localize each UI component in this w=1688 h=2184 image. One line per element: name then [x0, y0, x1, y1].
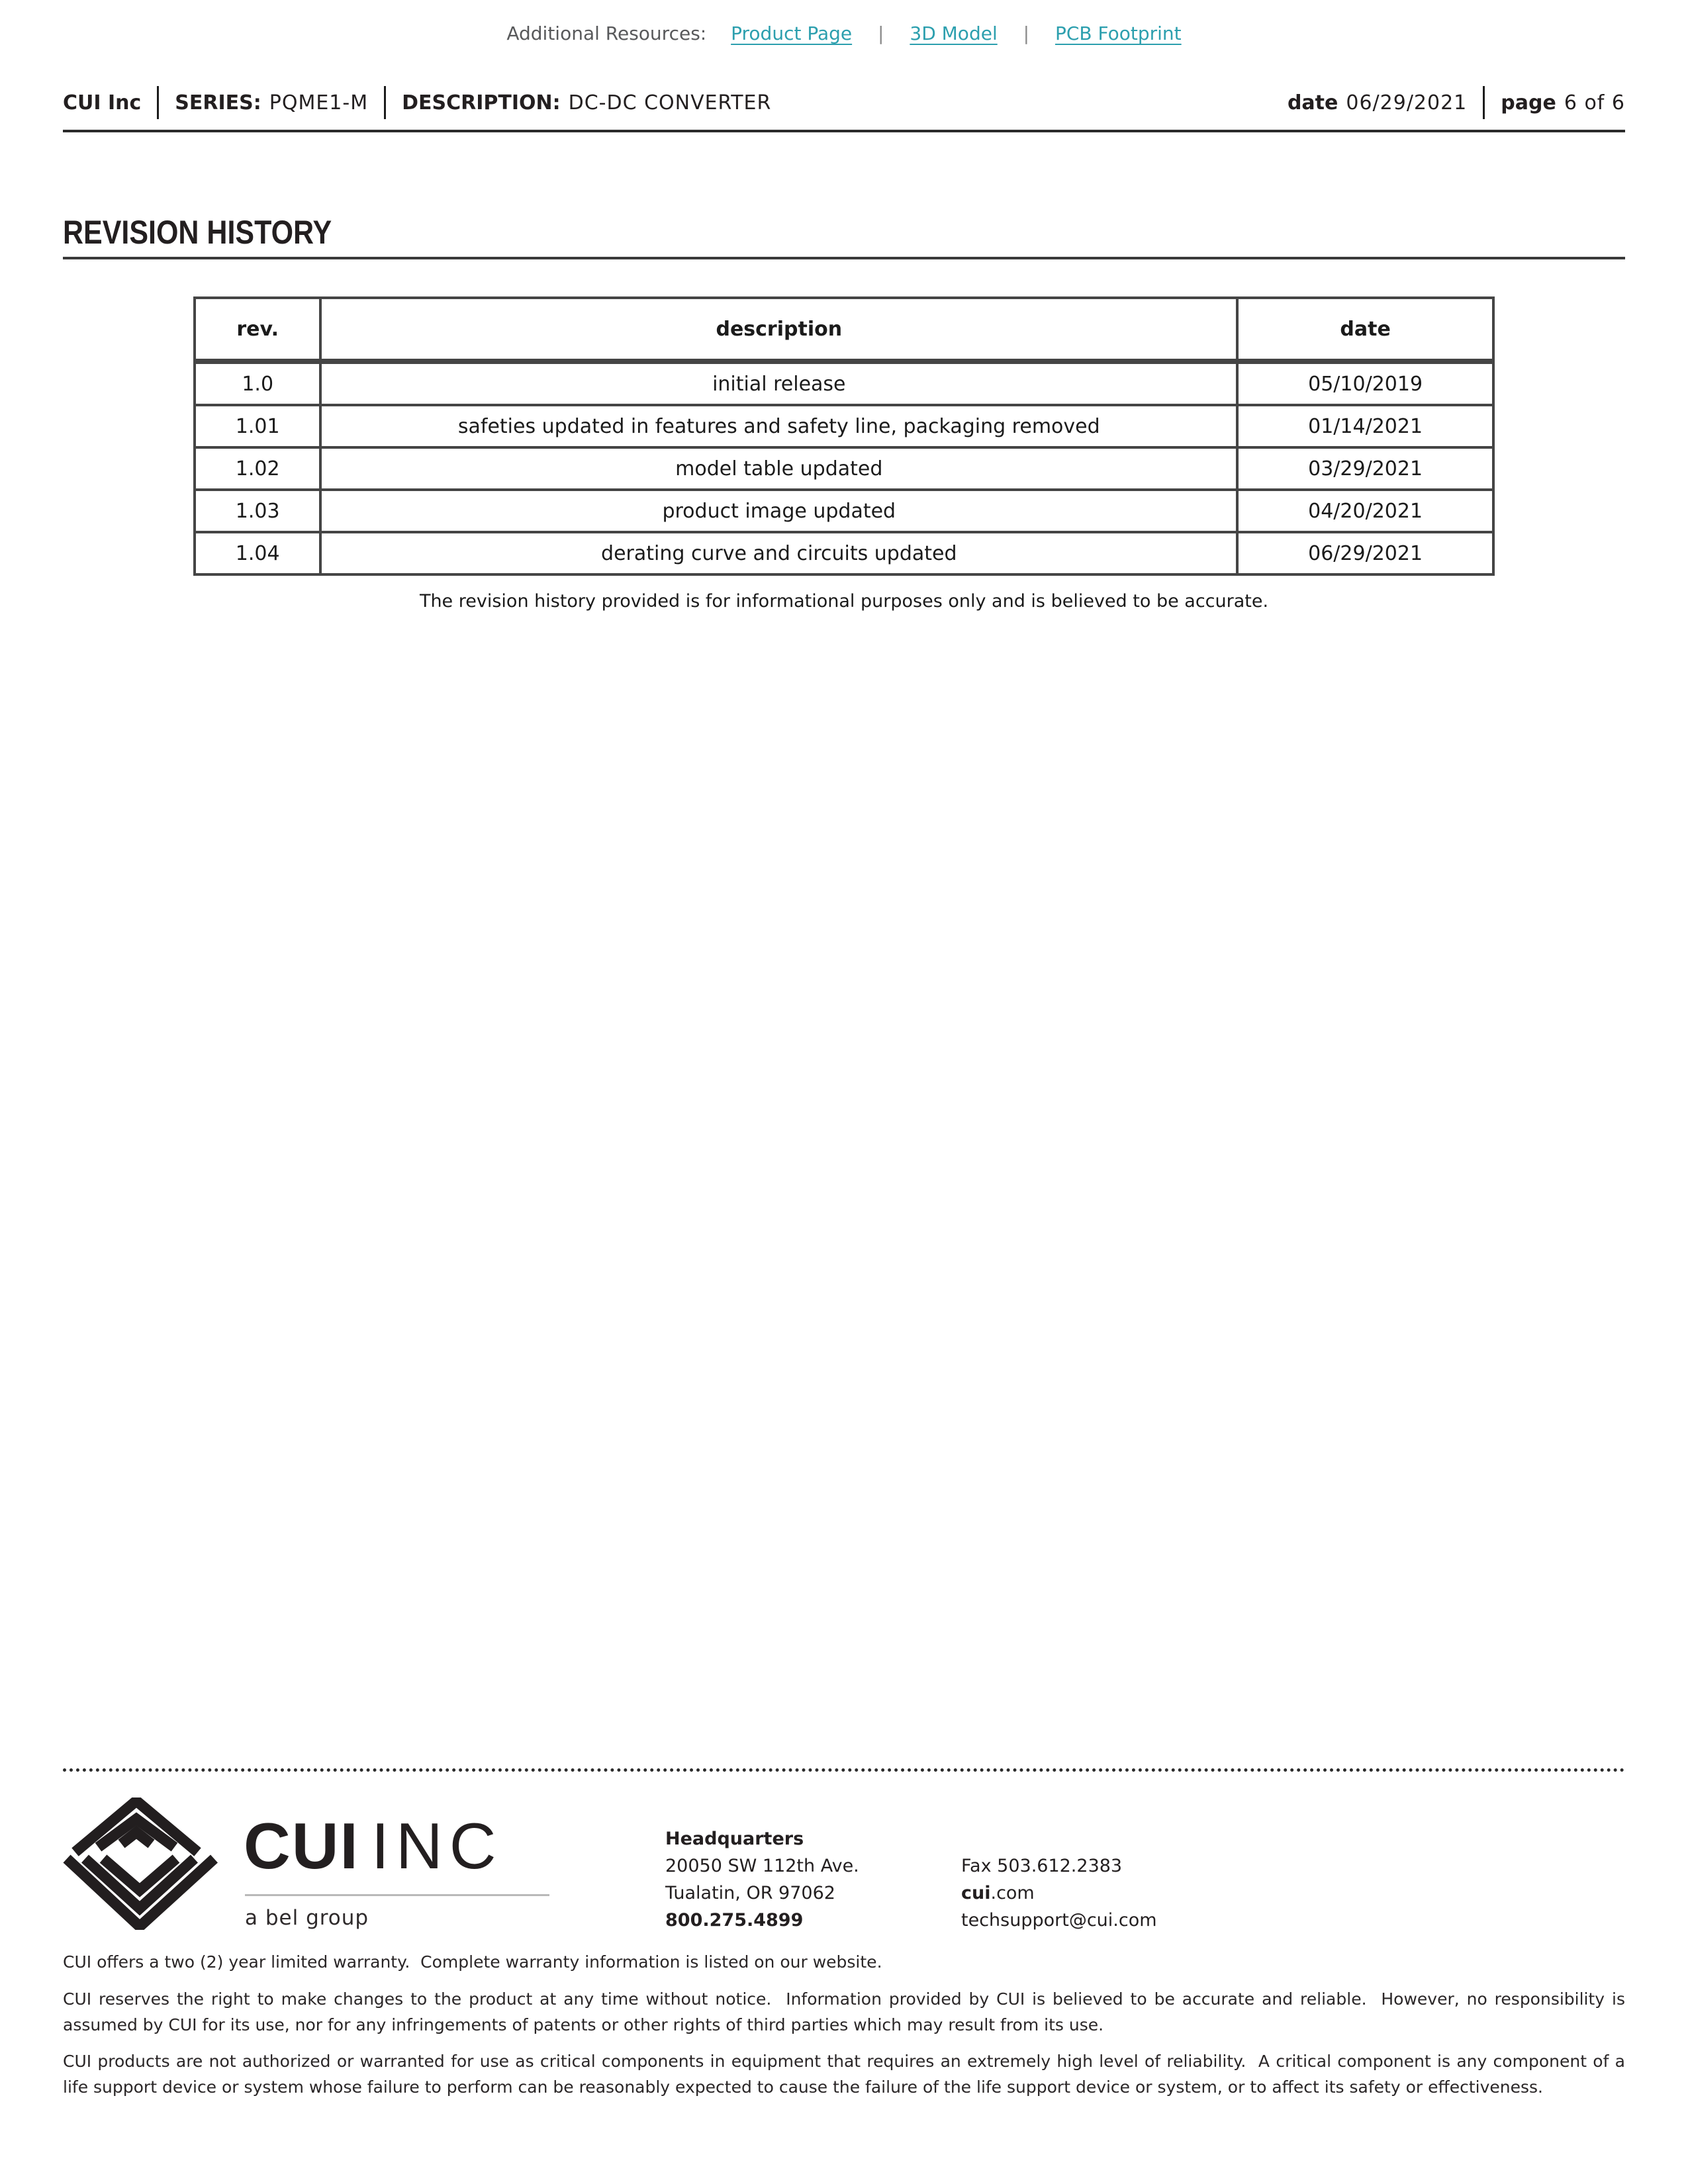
date-label: date [1287, 91, 1338, 114]
page-number: 6 of 6 [1564, 91, 1625, 114]
description-label: DESCRIPTION: [402, 91, 561, 114]
rev-cell: 1.02 [195, 447, 320, 490]
3d-model-link[interactable]: 3D Model [910, 23, 998, 44]
brand-tagline: a bel group [245, 1906, 369, 1930]
wordmark-rule [245, 1894, 549, 1896]
product-page-link[interactable]: Product Page [731, 23, 853, 44]
table-row [195, 447, 1493, 490]
company-name: CUI Inc [63, 91, 142, 114]
wordmark-inc: INC [371, 1809, 503, 1882]
warranty-paragraph: CUI offers a two (2) year limited warranty. Complete warranty information is listed on our website. [63, 1952, 882, 1972]
document-header-left [63, 86, 771, 119]
header-rule [63, 130, 1625, 132]
date-cell: 03/29/2021 [1237, 447, 1493, 490]
revision-history-table [193, 296, 1495, 576]
headquarters-address-line1: 20050 SW 112th Ave. [665, 1856, 859, 1876]
rev-cell: 1.01 [195, 405, 320, 447]
column-header-description: description [320, 298, 1237, 361]
critical-components-paragraph: CUI products are not authorized or warranted for use as critical components in equipment that requires an extremely high level of reliability. A critical component is any component of a life support device or system whose failure to perform can be reasonably expected to cause the failure of the life support device or system, or to affect its safety or effectiveness. [63, 2052, 1630, 2097]
table-row [195, 361, 1493, 405]
additional-resources-label: Additional Resources: [506, 23, 707, 44]
contact-block [961, 1852, 1157, 1934]
column-header-rev: rev. [195, 298, 320, 361]
document-header [63, 86, 1625, 119]
website [961, 1880, 1157, 1907]
header-divider [384, 86, 386, 119]
description-cell: model table updated [320, 447, 1237, 490]
legal-disclaimers [63, 1950, 1630, 2112]
table-row [195, 490, 1493, 532]
date-cell: 04/20/2021 [1237, 490, 1493, 532]
title-rule [63, 257, 1625, 259]
headquarters-phone: 800.275.4899 [665, 1910, 804, 1931]
headquarters-address-line2: Tualatin, OR 97062 [665, 1883, 835, 1903]
revision-note: The revision history provided is for informational purposes only and is believed to be accurate. [419, 591, 1269, 612]
support-email: techsupport@cui.com [961, 1910, 1157, 1931]
document-header-right [1288, 86, 1625, 119]
fax-number: Fax 503.612.2383 [961, 1856, 1123, 1876]
rev-cell: 1.03 [195, 490, 320, 532]
footer-dotted-divider [63, 1768, 1625, 1772]
date-cell: 01/14/2021 [1237, 405, 1493, 447]
description-cell: derating curve and circuits updated [320, 532, 1237, 574]
series-value: PQME1-M [269, 91, 369, 114]
table-header-row [195, 298, 1493, 361]
link-separator: | [878, 23, 884, 44]
date-value: 06/29/2021 [1346, 91, 1468, 114]
page-title: REVISION HISTORY [63, 214, 332, 251]
description-cell: initial release [320, 361, 1237, 405]
header-divider [157, 86, 159, 119]
rev-cell: 1.0 [195, 361, 320, 405]
description-cell: safeties updated in features and safety line, packaging removed [320, 405, 1237, 447]
additional-resources-bar [0, 23, 1688, 44]
date-cell: 05/10/2019 [1237, 361, 1493, 405]
cui-wordmark [244, 1811, 503, 1882]
website-tld: .com [990, 1883, 1035, 1903]
date-cell: 06/29/2021 [1237, 532, 1493, 574]
headquarters-block [665, 1825, 859, 1934]
description-value: DC-DC CONVERTER [568, 91, 772, 114]
changes-disclaimer-paragraph: CUI reserves the right to make changes to the product at any time without notice. Information provided by CUI is believed to be accurate and reliable. However, no responsibility is assumed by CUI for its use, nor for any infringements of patents or other rights of third parties which may result from its use. [63, 1989, 1630, 2034]
rev-cell: 1.04 [195, 532, 320, 574]
pcb-footprint-link[interactable]: PCB Footprint [1055, 23, 1182, 44]
header-divider [1483, 86, 1485, 119]
description-cell: product image updated [320, 490, 1237, 532]
table-row [195, 532, 1493, 574]
page-label: page [1501, 91, 1556, 114]
website-domain: cui [961, 1883, 991, 1903]
headquarters-title: Headquarters [665, 1829, 804, 1849]
wordmark-cui: CUI [244, 1809, 359, 1882]
table-row [195, 405, 1493, 447]
cui-logo-icon [63, 1797, 230, 1930]
column-header-date: date [1237, 298, 1493, 361]
series-label: SERIES: [175, 91, 261, 114]
link-separator: | [1023, 23, 1030, 44]
